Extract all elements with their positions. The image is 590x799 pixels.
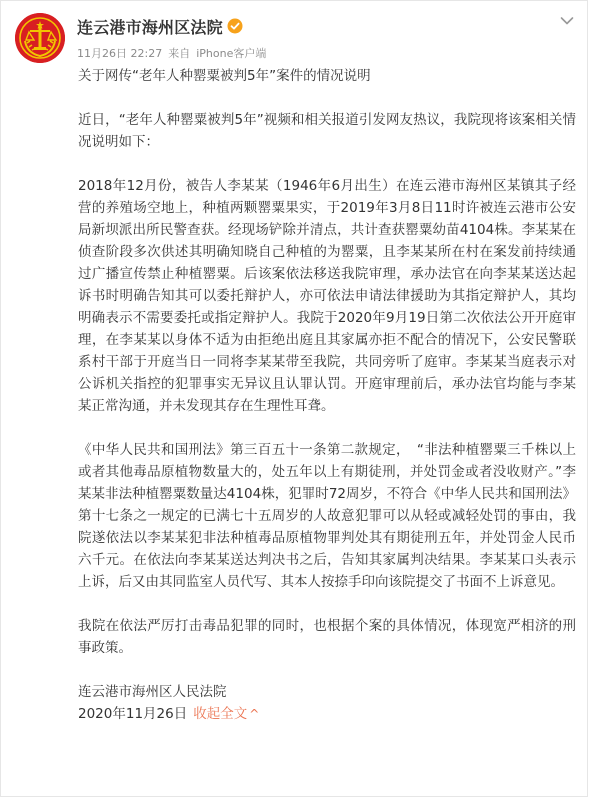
post-content (78, 65, 576, 725)
court-emblem-icon (15, 13, 65, 63)
author-name[interactable]: 连云港市海州区法院 (77, 17, 223, 37)
signature-block (78, 681, 576, 725)
collapse-full-text-link[interactable] (193, 703, 259, 725)
post-header (15, 11, 575, 63)
signature: 连云港市海州区人民法院 (78, 684, 227, 700)
collapse-label: 收起全文 (193, 706, 248, 722)
post-title: 关于网传“老年人种罂粟被判5年”案件的情况说明 (78, 68, 371, 84)
paragraph-intro: 近日，“老年人种罂粟被判5年”视频和相关报道引发网友热议，我院现将该案相关情况说明如下： (78, 112, 576, 150)
paragraph-facts: 2018年12月份，被告人李某某（1946年6月出生）在连云港市海州区某镇其子经营的养殖场空地上，种植两颗罂粟果实，于2019年3月8日11时许被连云港市公安局新坝派出所民警查获。经现场铲除并清点，共计查获罂粟幼苗4104株。李某某在侦查阶段多次供述其明确知晓自己种植的为罂粟，且李某某所在村在案发前持续通过广播宣传禁止种植罂粟。后该案依法移送我院审理，承办法官在向李某某送达起诉书时明确告知其可以委托辩护人，亦可依法申请法律援助为其指定辩护人，其均明确表示不需要委托或指定辩护人。我院于2020年9月19日第二次依法公开开庭审理，在李某某以身体不适为由拒绝出庭且其家属亦拒不配合的情况下，公安民警联系村干部于开庭当日一同将李某某带至我院，共同旁听了庭审。李某某当庭表示对公诉机关指控的犯罪事实无异议且认罪认罚。开庭审理前后，承办法官均能与李某某正常沟通，并未发现其存在生理性耳聋。 (78, 178, 576, 414)
paragraph-law: 《中华人民共和国刑法》第三百五十一条第二款规定， “非法种植罂粟三千株以上或者其他毒品原植物数量大的，处五年以上有期徒刑，并处罚金或者没收财产。”李某某非法种植罂粟数量达4104株，犯罪时72周岁，不符合《中华人民共和国刑法》第十七条之一规定的已满七十五周岁的人故意犯罪可以从轻或减轻处罚的事由，我院遂依法以李某某犯非法种植毒品原植物罪判处其有期徒刑五年，并处罚金人民币六千元。在依法向李某某送达判决书之后，告知其家属判决结果。李某某口头表示上诉，后又由其同监室人员代写、其本人按捺手印向该院提交了书面不上诉意见。 (78, 442, 576, 590)
post-time[interactable]: 11月26日 22:27 (77, 47, 163, 60)
author-line (77, 15, 243, 37)
post-meta (77, 45, 266, 61)
collapse-arrow-icon: ^ (249, 707, 260, 721)
avatar[interactable] (15, 13, 65, 63)
chevron-down-icon[interactable] (559, 13, 575, 29)
source-prefix: 来自 (168, 47, 191, 60)
source-client[interactable]: iPhone客户端 (196, 47, 267, 60)
verified-badge-icon (227, 18, 243, 34)
date-row (78, 703, 576, 725)
paragraph-policy: 我院在依法严厉打击毒品犯罪的同时，也根据个案的具体情况，体现宽严相济的刑事政策。 (78, 618, 576, 656)
signature-date: 2020年11月26日 (78, 706, 188, 722)
